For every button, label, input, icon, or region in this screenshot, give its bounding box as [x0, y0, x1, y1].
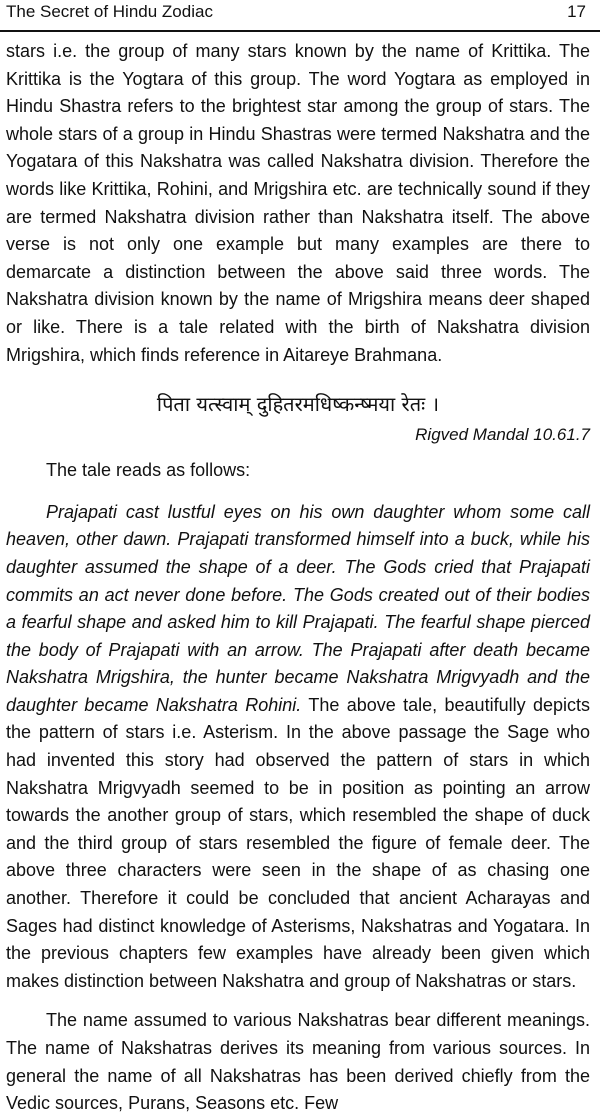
tale-paragraph: [6, 499, 590, 996]
tale-intro: The tale reads as follows:: [46, 460, 251, 481]
opening-paragraph: stars i.e. the group of many stars known by the name of Krittika. The Krittika is the Yogtara of this group. The word Yogtara as employed in Hindu Shastra refers to the brightest star among the group of stars. The whole stars of a group in Hindu Shastras were termed Nakshatra and the Yogatara of this Nakshatra was called Nakshatra division. Therefore the words like Krittika, Rohini, and Mrigshira etc. are technically sound if they are termed Nakshatra division rather than Nakshatra itself. The above verse is not only one example but many examples are there to demarcate a distinction between the above said three words. The Nakshatra division known by the name of Mrigshira means deer shaped or like. There is a tale related with the birth of Nakshatra division Mrigshira, which finds reference in Aitareye Brahmana.: [6, 41, 590, 365]
sanskrit-verse: पिता यत्स्वाम् दुहितरमधिष्कन्ष्मया रेतः ।: [156, 392, 440, 417]
closing-paragraph: The name assumed to various Nakshatras bear different meanings. The name of Nakshatras derives its meaning from various sources. In general the name of all Nakshatras has been derived chiefly from the Vedic sources, Purans, Seasons etc. Few: [6, 1010, 590, 1114]
verse-citation: Rigved Mandal 10.61.7: [415, 425, 590, 445]
running-header: [6, 2, 590, 30]
page-body: [6, 38, 590, 1118]
tale-commentary-text: The above tale, beautifully depicts the pattern of stars i.e. Asterism. In the above passage the Sage who had invented this story had observed the pattern of stars in which Nakshatra Mrigvyadh seemed to be in position as pointing an arrow towards the another group of stars, which resembled the shape of duck and the third group of stars resembled the figure of female deer. The above three characters were seen in the shape of as chasing one another. Therefore it could be concluded that ancient Acharayas and Sages had distinct knowledge of Asterisms, Nakshatras and Yogatara. In the previous chapters few examples have already been given which makes distinction between Nakshatra and group of Nakshatras or stars.: [6, 694, 590, 991]
running-title: The Secret of Hindu Zodiac: [6, 2, 213, 21]
page-number: 17: [567, 2, 586, 21]
header-rule: [0, 30, 600, 32]
tale-italic-text: Prajapati cast lustful eyes on his own daughter whom some call heaven, other dawn. Prajapati transformed himself into a buck, while his daughter assumed the shape of a deer. The Gods cried that Prajapati commits an act never done before. The Gods created out of their bodies a fearful shape and asked him to kill Prajapati. The fearful shape pierced the body of Prajapati with an arrow. The Prajapati after death became Nakshatra Mrigshira, the hunter became Nakshatra Mrigvyadh and the daughter became Nakshatra Rohini.: [6, 501, 590, 715]
